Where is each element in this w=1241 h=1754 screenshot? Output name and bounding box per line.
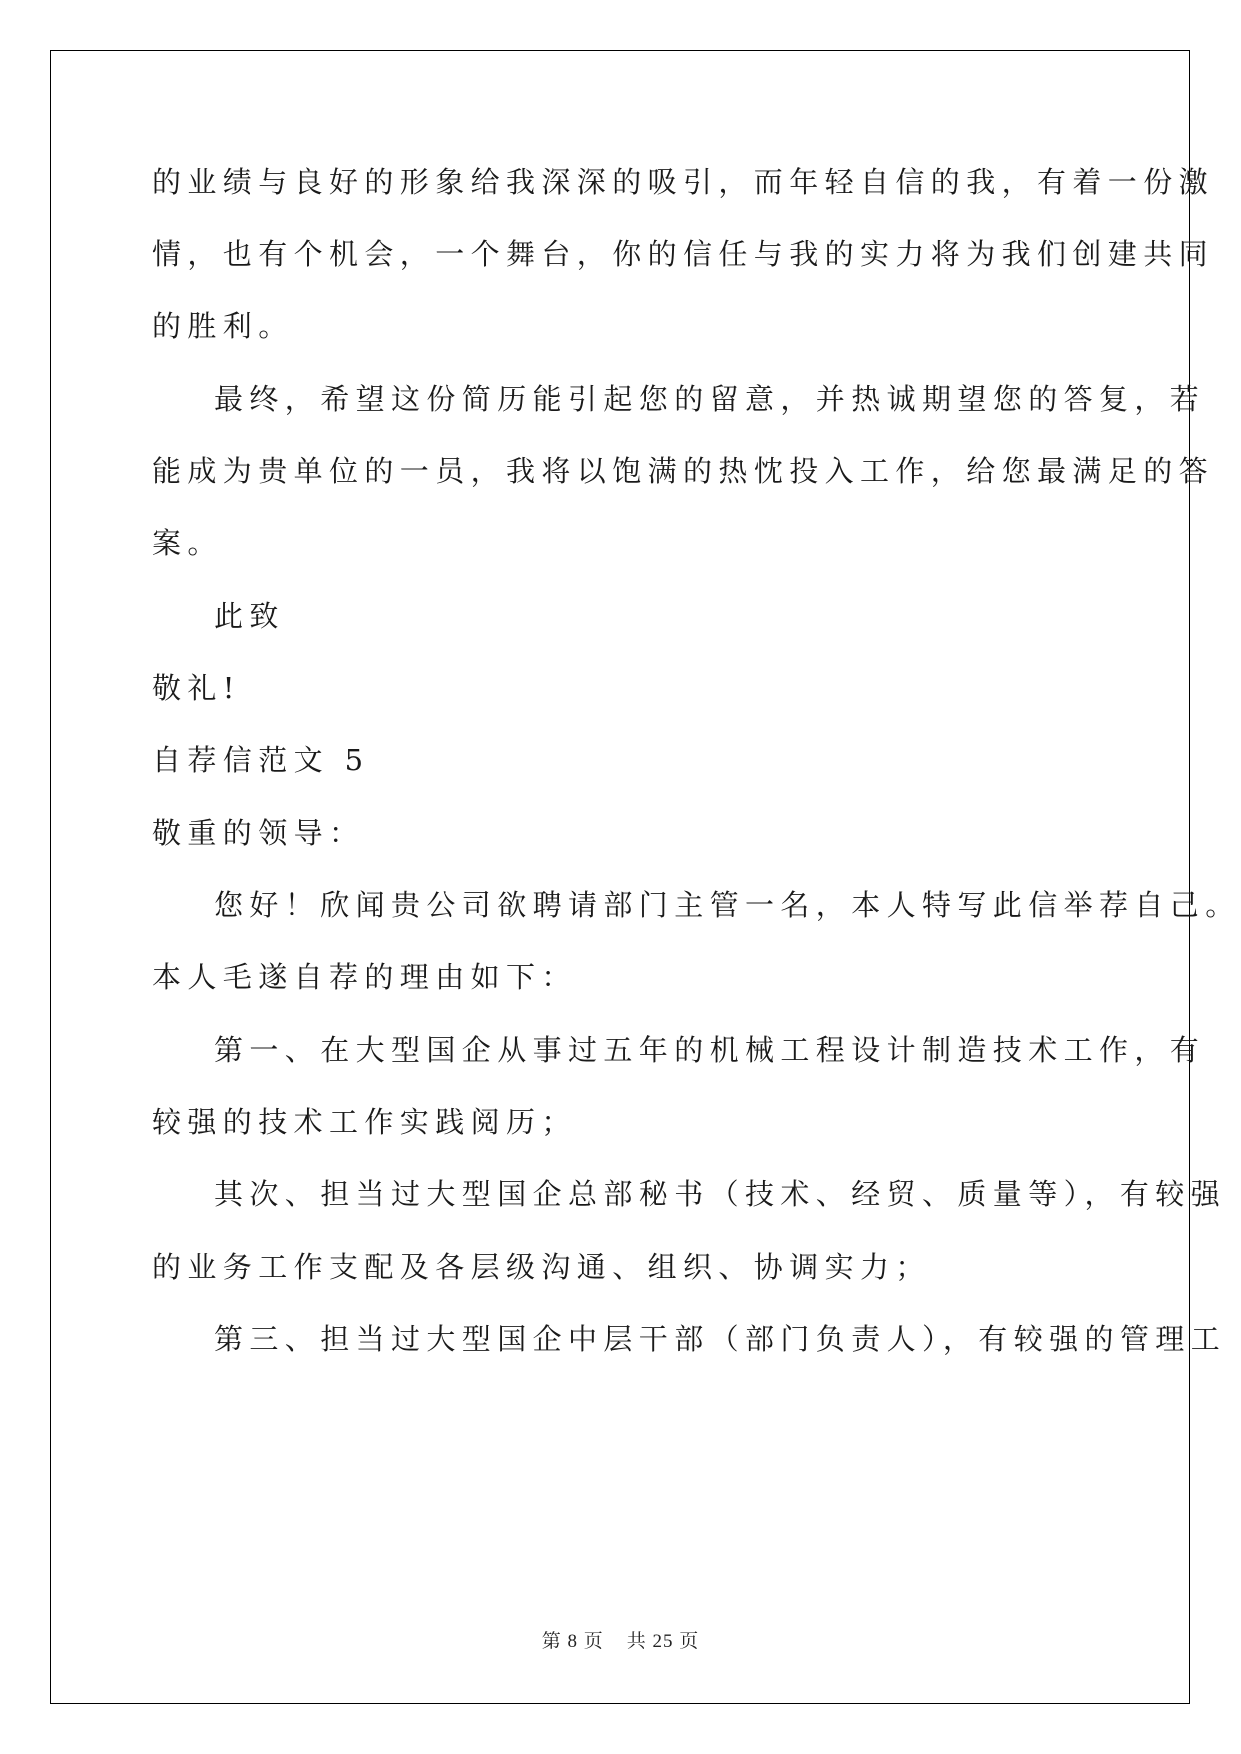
page-total: 共 25 页 [626,1631,700,1652]
page-border [50,50,1190,1704]
text-line-1: 的业绩与良好的形象给我深深的吸引，而年轻自信的我，有着一份激 [152,165,1215,199]
salutation: 敬重的领导： [152,816,365,850]
text-line-17: 第三、担当过大型国企中层干部（部门负责人），有较强的管理工 [214,1322,1227,1356]
text-line-14: 较强的技术工作实践阅历； [152,1105,577,1139]
text-line-11: 您好！欣闻贵公司欲聘请部门主管一名，本人特写此信举荐自己。 [214,888,1241,922]
text-line-13: 第一、在大型国企从事过五年的机械工程设计制造技术工作，有 [214,1033,1206,1067]
text-line-12: 本人毛遂自荐的理由如下： [152,960,577,994]
page-footer [0,1626,1241,1653]
text-line-3: 的胜利。 [152,309,294,343]
section-heading: 自荐信范文 5 [152,743,370,777]
text-line-6: 案。 [152,526,223,560]
page-number: 第 8 页 [541,1631,604,1652]
text-line-5: 能成为贵单位的一员，我将以饱满的热忱投入工作，给您最满足的答 [152,454,1215,488]
text-line-2: 情，也有个机会，一个舞台，你的信任与我的实力将为我们创建共同 [152,237,1215,271]
text-line-8: 敬礼! [152,671,241,705]
text-line-16: 的业务工作支配及各层级沟通、组织、协调实力； [152,1250,931,1284]
text-line-15: 其次、担当过大型国企总部秘书（技术、经贸、质量等），有较强 [214,1177,1227,1211]
text-line-7: 此致 [214,599,285,633]
text-line-4: 最终，希望这份简历能引起您的留意，并热诚期望您的答复，若 [214,382,1206,416]
